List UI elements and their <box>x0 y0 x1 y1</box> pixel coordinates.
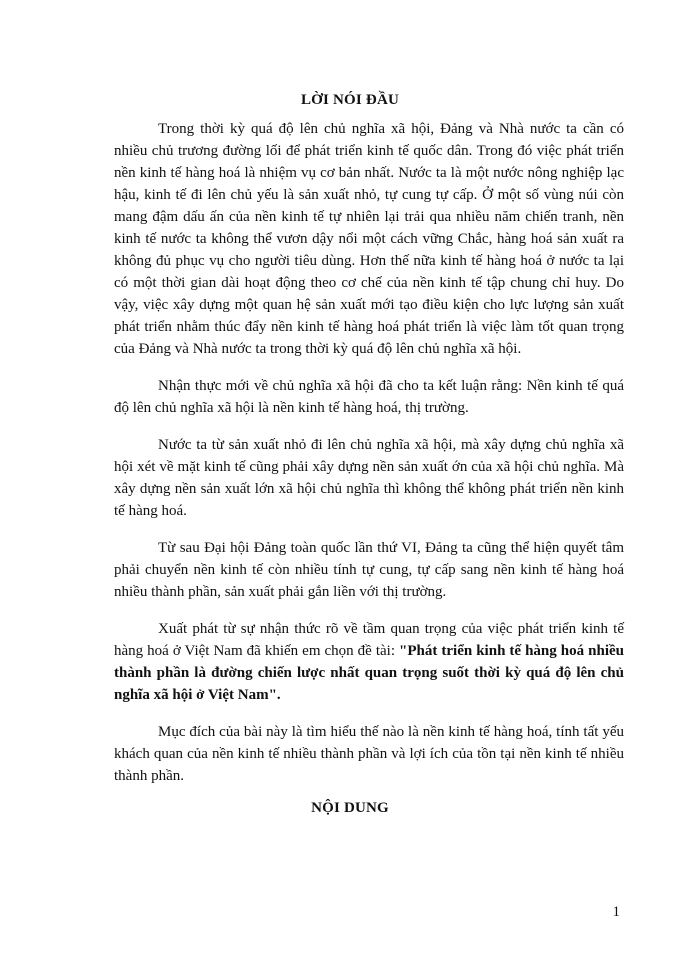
topic-title: "Phát triển kinh tế hàng hoá nhiều thành phần là đường chiến lược nhất quan trọng suốt thời kỳ quá độ lên chủ nghĩa xã hội ở Việt Nam". <box>114 643 625 703</box>
paragraph-2: Nhận thực mới về chủ nghĩa xã hội đã cho ta kết luận rằng: Nền kinh tế quá độ lên chủ nghĩa xã hội là nền kinh tế hàng hoá, thị trường. <box>114 378 624 416</box>
paragraph-1: Trong thời kỳ quá độ lên chủ nghĩa xã hội, Đảng và Nhà nước ta cần có nhiều chủ trương đường lối để phát triển kinh tế quốc dân. Trong đó việc phát triển nền kinh tế hàng hoá là nhiệm vụ cơ bản nhất. Nước ta là một nước nông nghiệp lạc hậu, kinh tế đi lên chủ yếu là sản xuất nhỏ, tự cung tự cấp. Ở một số vùng núi còn mang đậm dấu ấn của nền kinh tế tự nhiên lại trải qua nhiều năm chiến tranh, nền kinh tế nước ta không thể vươn dậy nổi một cách vững Chắc, hàng hoá sản xuất ra không đủ phục vụ cho người tiêu dùng. Hơn thế nữa kinh tế hàng hoá ở nước ta lại có một thời gian dài hoạt động theo cơ chế của nền kinh tế tập chung chỉ huy. Do vậy, việc xây dựng một quan hệ sản xuất mới tạo điều kiện cho lực lượng sản xuất phát triển nhằm thúc đẩy nền kinh tế hàng hoá phát triển là việc làm tốt quan trọng của Đảng và Nhà nước ta trong thời kỳ quá độ lên chủ nghĩa xã hội. <box>114 121 624 357</box>
content-heading: NỘI DUNG <box>311 800 389 816</box>
paragraph-3: Nước ta từ sản xuất nhỏ đi lên chủ nghĩa xã hội, mà xây dựng chủ nghĩa xã hội xét về mặt kinh tế cũng phải xây dựng nền sản xuất ớn của xã hội chủ nghĩa. Mà xây dựng nền sản xuất lớn xã hội chủ nghĩa thì không thể không phát triển nền kinh tế hàng hoá. <box>114 437 624 519</box>
paragraph-5-intro: Xuất phát từ sự nhận thức rõ về tầm quan trọng của việc phát triển kinh tế hàng hoá ở Việt Nam đã khiến em chọn đề tài: <box>114 621 624 659</box>
paragraph-6: Mục đích của bài này là tìm hiểu thế nào là nền kinh tế hàng hoá, tính tất yếu khách quan của nền kinh tế nhiều thành phần và lợi ích của tồn tại nền kinh tế nhiều thành phần. <box>114 724 624 784</box>
page-number: 1 <box>612 904 620 920</box>
paragraph-4: Từ sau Đại hội Đảng toàn quốc lần thứ VI, Đảng ta cũng thể hiện quyết tâm phải chuyển nền kinh tế còn nhiều tính tự cung, tự cấp sang nền kinh tế hàng hoá nhiều thành phần, sản xuất phải gắn liền với thị trường. <box>114 540 624 600</box>
body-text <box>114 118 624 787</box>
preface-heading: LỜI NÓI ĐẦU <box>300 92 400 108</box>
paragraph-5 <box>114 618 624 706</box>
